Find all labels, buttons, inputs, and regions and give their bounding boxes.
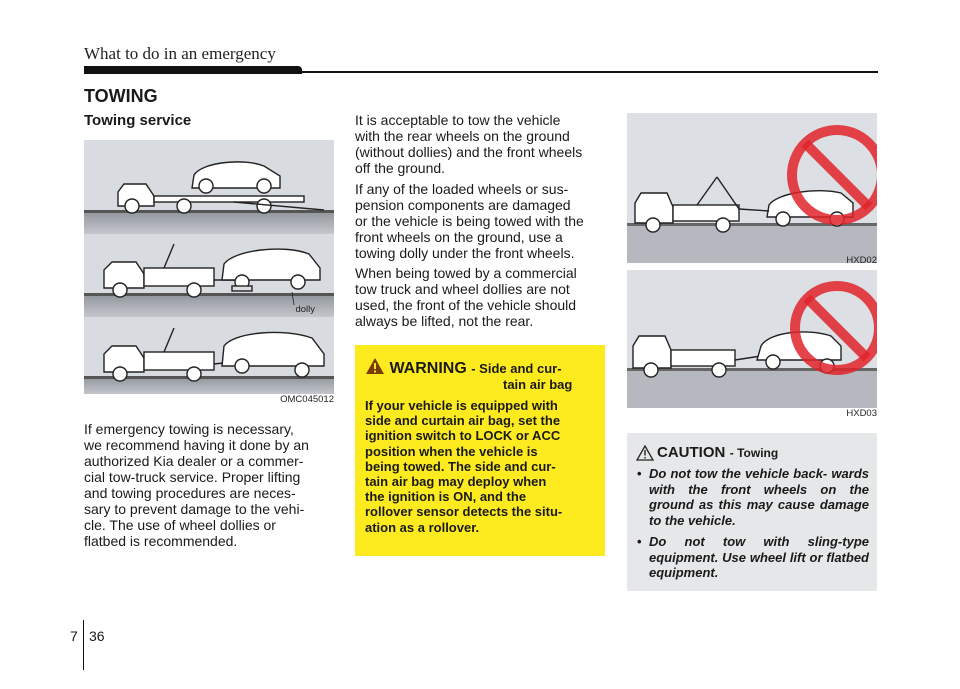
figure-code-left: OMC045012 bbox=[280, 394, 334, 405]
text-line: we recommend having it done by an bbox=[84, 437, 309, 453]
prohibited-towing-figure-1 bbox=[627, 113, 877, 266]
text-line: with the rear wheels on the ground bbox=[355, 128, 570, 144]
text-line: tain air bag may deploy when bbox=[365, 474, 547, 490]
caution-box bbox=[627, 433, 877, 591]
subsection-title: Towing service bbox=[84, 112, 192, 129]
text-line: off the ground. bbox=[355, 160, 446, 176]
text-line: (without dollies) and the front wheels bbox=[355, 144, 583, 160]
text-line: pension components are damaged bbox=[355, 197, 571, 213]
dolly-label: dolly bbox=[295, 304, 315, 315]
warning-subtitle: - Side and cur- bbox=[471, 361, 562, 376]
warning-triangle-icon bbox=[365, 357, 385, 375]
towing-illustration bbox=[84, 140, 334, 405]
middle-paragraph-2 bbox=[355, 181, 604, 261]
text-line: front wheels on the ground, use a bbox=[355, 229, 563, 245]
caution-label: CAUTION bbox=[657, 444, 726, 461]
sling-tow-image bbox=[627, 270, 877, 408]
text-line: sary to prevent damage to the vehi- bbox=[84, 501, 305, 517]
text-line: rollover sensor detects the situ- bbox=[365, 504, 563, 520]
text-line: ignition switch to LOCK or ACC bbox=[365, 428, 561, 444]
text-line: If any of the loaded wheels or sus- bbox=[355, 181, 569, 197]
text-line: the ignition is ON, and the bbox=[365, 489, 527, 505]
text-line: or the vehicle is being towed with the bbox=[355, 213, 584, 229]
text-line: authorized Kia dealer or a commer- bbox=[84, 453, 304, 469]
intro-paragraph bbox=[84, 421, 333, 549]
caution-triangle-icon bbox=[636, 445, 654, 461]
page-number: 36 bbox=[89, 628, 105, 644]
text-line: If emergency towing is necessary, bbox=[84, 421, 294, 437]
text-line: side and curtain air bag, set the bbox=[365, 413, 561, 429]
text-line: and towing procedures are neces- bbox=[84, 485, 296, 501]
caution-list bbox=[637, 466, 869, 587]
prohibited-towing-figure-2 bbox=[627, 270, 877, 419]
text-line: If your vehicle is equipped with bbox=[365, 398, 558, 413]
middle-paragraph-1 bbox=[355, 112, 604, 176]
middle-paragraph-3 bbox=[355, 265, 604, 329]
figure-code-bottom-right: HXD03 bbox=[846, 408, 877, 419]
header-rule bbox=[84, 71, 878, 73]
warning-body bbox=[365, 398, 599, 535]
tow-trucks-image bbox=[84, 140, 334, 394]
text-line: position when the vehicle is bbox=[365, 443, 538, 459]
section-title: TOWING bbox=[84, 86, 158, 106]
text-line: It is acceptable to tow the vehicle bbox=[355, 112, 561, 128]
page-number-divider bbox=[83, 620, 84, 670]
text-line: always be lifted, not the rear. bbox=[355, 313, 534, 329]
text-line: towing dolly under the front wheels. bbox=[355, 245, 575, 261]
text-line: cial tow-truck service. Proper lifting bbox=[84, 469, 301, 485]
list-item: • Do not tow the vehicle back- wards with the front wheels on the ground as this may cause damage to the vehicle. bbox=[637, 466, 869, 528]
text-line: flatbed is recommended. bbox=[84, 533, 238, 549]
text-line: used, the front of the vehicle should bbox=[355, 297, 577, 313]
list-item: • Do not tow with sling-type equipment. Use wheel lift or flatbed equipment. bbox=[637, 534, 869, 581]
text-line: being towed. The side and cur- bbox=[365, 458, 556, 474]
wrecker-tow-image bbox=[627, 113, 877, 263]
caution-subtitle: - Towing bbox=[729, 446, 779, 460]
caution-title bbox=[657, 444, 778, 462]
warning-title bbox=[365, 357, 562, 378]
text-line: ation as a rollover. bbox=[365, 519, 480, 535]
figure-code-top-right: HXD02 bbox=[846, 255, 877, 266]
text-line: cle. The use of wheel dollies or bbox=[84, 517, 276, 533]
text-line: tow truck and wheel dollies are not bbox=[355, 281, 570, 297]
text-line: When being towed by a commercial bbox=[355, 265, 577, 281]
warning-label: WARNING bbox=[389, 360, 467, 377]
warning-box bbox=[355, 345, 605, 556]
chapter-number: 7 bbox=[70, 628, 78, 644]
warning-subtitle-cont: tain air bag bbox=[503, 377, 573, 392]
header-title: What to do in an emergency bbox=[84, 44, 276, 63]
